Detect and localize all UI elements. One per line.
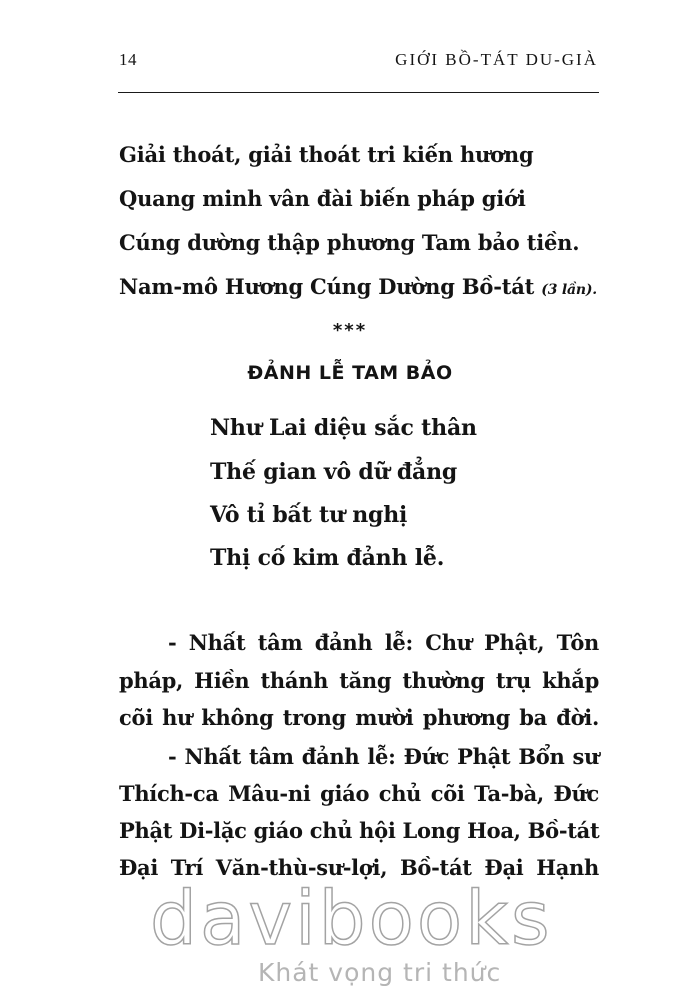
paragraph-line: Phật Di-lặc giáo chủ hội Long Hoa, Bồ-tát [119, 818, 600, 843]
verse-line: Vô tỉ bất tư nghị [210, 502, 408, 528]
paragraph-line: - Nhất tâm đảnh lễ: Đức Phật Bổn sư [168, 744, 599, 769]
watermark-tagline: Khát vọng tri thức [258, 958, 502, 987]
paragraph-line: Thích-ca Mâu-ni giáo chủ cõi Ta-bà, Đức [119, 781, 599, 806]
watermark-brand: davibooks [150, 876, 553, 962]
paragraph-line: Đại Trí Văn-thù-sư-lợi, Bồ-tát Đại Hạnh [119, 855, 599, 880]
header-rule [118, 92, 599, 93]
repeat-note: (3 lần). [541, 282, 597, 298]
paragraph-line: - Nhất tâm đảnh lễ: Chư Phật, Tôn [168, 630, 599, 655]
closing-invocation: Nam-mô Hương Cúng Dường Bồ-tát [119, 274, 535, 299]
verse-line: Giải thoát, giải thoát tri kiến hương [119, 142, 534, 167]
section-heading: ĐẢNH LỄ TAM BẢO [247, 362, 453, 384]
paragraph-line: cõi hư không trong mười phương ba đời. [119, 705, 599, 730]
verse-line: Như Lai diệu sắc thân [210, 415, 477, 441]
running-title: GIỚI BỒ-TÁT DU-GIÀ [395, 50, 598, 69]
verse-line: Quang minh vân đài biến pháp giới [119, 186, 526, 211]
verse-closing-line [119, 274, 597, 299]
page-number: 14 [119, 50, 137, 69]
verse-line: Cúng dường thập phương Tam bảo tiền. [119, 230, 580, 255]
verse-line: Thế gian vô dữ đẳng [210, 459, 458, 485]
section-separator: *** [332, 320, 368, 341]
verse-line: Thị cố kim đảnh lễ. [210, 545, 445, 571]
paragraph-line: pháp, Hiền thánh tăng thường trụ khắp [119, 668, 599, 693]
